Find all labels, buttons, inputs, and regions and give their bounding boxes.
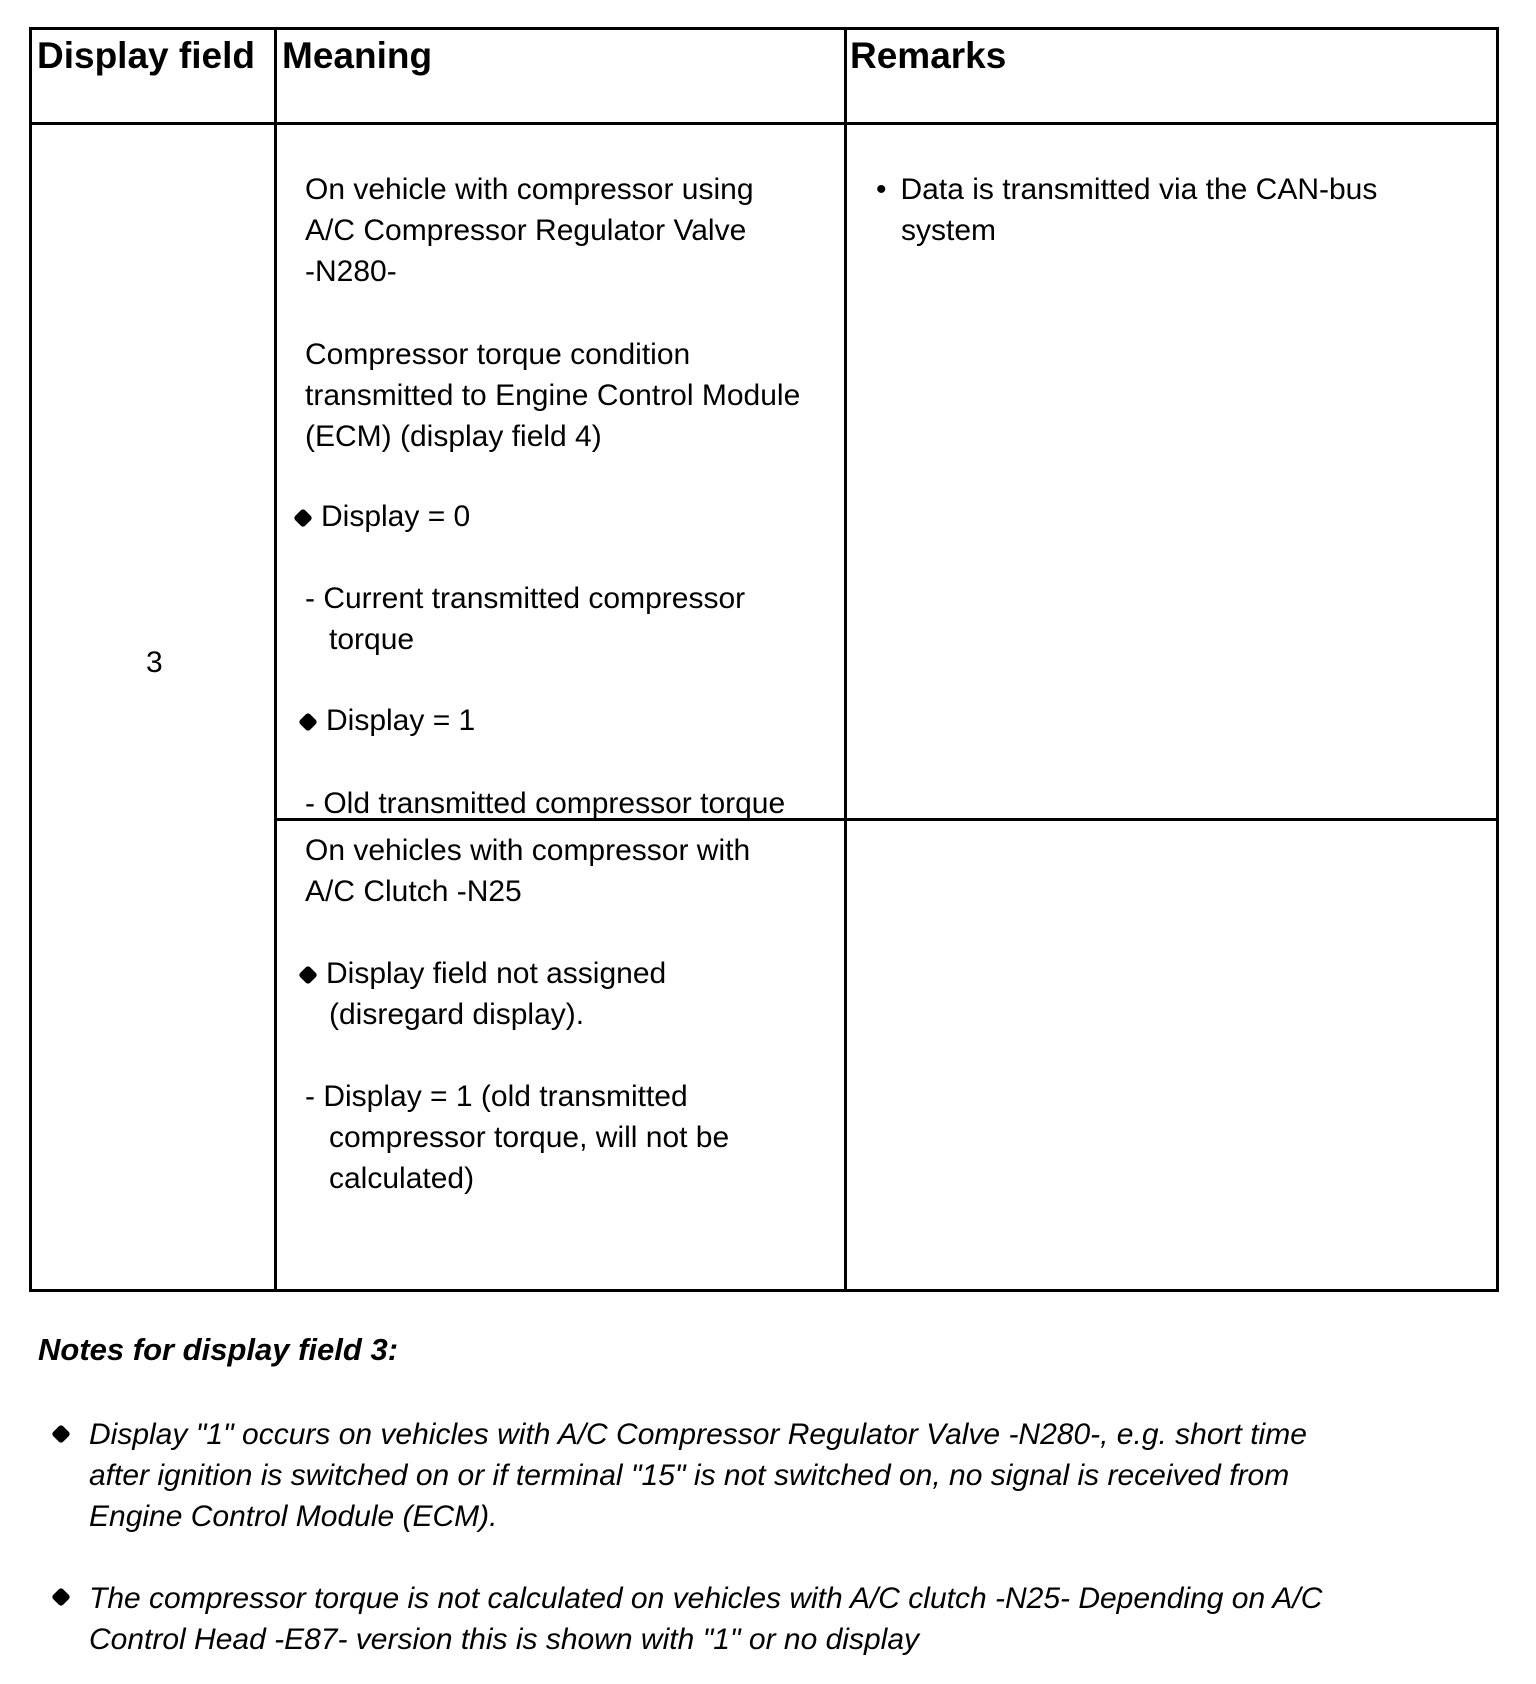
note-1-line-2: after ignition is switched on or if terminal "15" is not switched on, no signal is received from bbox=[89, 1459, 1290, 1492]
meaning-2-dash-1-line-2: compressor torque, will not be bbox=[329, 1121, 730, 1154]
meaning-block-2 bbox=[305, 830, 750, 912]
remarks-1-line-1: Data is transmitted via the CAN-bus bbox=[900, 173, 1378, 206]
remarks-block-1 bbox=[876, 169, 1377, 251]
remarks-1-line-2: system bbox=[901, 214, 997, 247]
meaning-1-bullet-2 bbox=[300, 700, 475, 741]
meaning-2-line-1: On vehicles with compressor with bbox=[305, 834, 751, 867]
meaning-1-dash-1-line-1: - Current transmitted compressor bbox=[305, 582, 746, 615]
meaning-1-bullet-1-text: Display = 0 bbox=[321, 500, 471, 533]
header-divider bbox=[32, 122, 1496, 125]
note-2 bbox=[89, 1578, 1322, 1660]
meaning-1-dash-1-line-2: torque bbox=[329, 623, 415, 656]
diamond-bullet-icon bbox=[300, 965, 316, 985]
note-1 bbox=[89, 1414, 1307, 1537]
meaning-2-bullet-1-line-1: Display field not assigned bbox=[326, 957, 667, 990]
diamond-bullet-icon bbox=[300, 712, 316, 732]
bullet-dot-icon: • bbox=[876, 173, 887, 206]
note-2-line-1: The compressor torque is not calculated on vehicles with A/C clutch -N25- Depending on A/C bbox=[89, 1582, 1323, 1615]
meaning-1-paragraph-2 bbox=[305, 334, 800, 457]
header-meaning: Meaning bbox=[282, 35, 433, 76]
column-divider-2 bbox=[844, 30, 847, 1289]
meaning-1-bullet-1 bbox=[295, 496, 470, 537]
notes-title: Notes for display field 3: bbox=[38, 1332, 399, 1367]
meaning-1-bullet-2-text: Display = 1 bbox=[326, 704, 476, 737]
meaning-block-1 bbox=[305, 169, 754, 292]
meaning-1-line-2: A/C Compressor Regulator Valve bbox=[305, 214, 747, 247]
meaning-1-para2-line-3: (ECM) (display field 4) bbox=[305, 420, 602, 453]
note-2-line-2: Control Head -E87- version this is shown with "1" or no display bbox=[89, 1623, 920, 1656]
meaning-2-dash-1-line-1: - Display = 1 (old transmitted bbox=[305, 1080, 688, 1113]
note-1-line-3: Engine Control Module (ECM). bbox=[89, 1500, 498, 1533]
meaning-1-dash-2: - Old transmitted compressor torque bbox=[305, 787, 786, 820]
meaning-1-line-3: -N280- bbox=[305, 255, 397, 288]
display-field-value: 3 bbox=[146, 646, 163, 679]
meaning-2-line-2: A/C Clutch -N25 bbox=[305, 875, 522, 908]
meaning-2-bullet-1 bbox=[300, 953, 666, 1035]
note-2-diamond-icon bbox=[53, 1587, 69, 1607]
header-remarks: Remarks bbox=[850, 35, 1007, 76]
meaning-2-dash-1 bbox=[305, 1076, 729, 1199]
note-1-line-1: Display "1" occurs on vehicles with A/C Compressor Regulator Valve -N280-, e.g. short time bbox=[89, 1418, 1307, 1451]
meaning-2-dash-1-line-3: calculated) bbox=[329, 1162, 475, 1195]
header-display-field: Display field bbox=[37, 35, 255, 76]
meaning-1-dash-1 bbox=[305, 578, 745, 660]
diamond-bullet-icon bbox=[295, 508, 311, 528]
column-divider-1 bbox=[274, 30, 277, 1289]
meaning-1-line-1: On vehicle with compressor using bbox=[305, 173, 754, 206]
note-1-diamond-icon bbox=[53, 1424, 69, 1444]
meaning-1-para2-line-1: Compressor torque condition bbox=[305, 338, 691, 371]
meaning-1-para2-line-2: transmitted to Engine Control Module bbox=[305, 379, 801, 412]
display-field-table bbox=[29, 27, 1499, 1292]
meaning-2-bullet-1-line-2: (disregard display). bbox=[329, 998, 585, 1031]
